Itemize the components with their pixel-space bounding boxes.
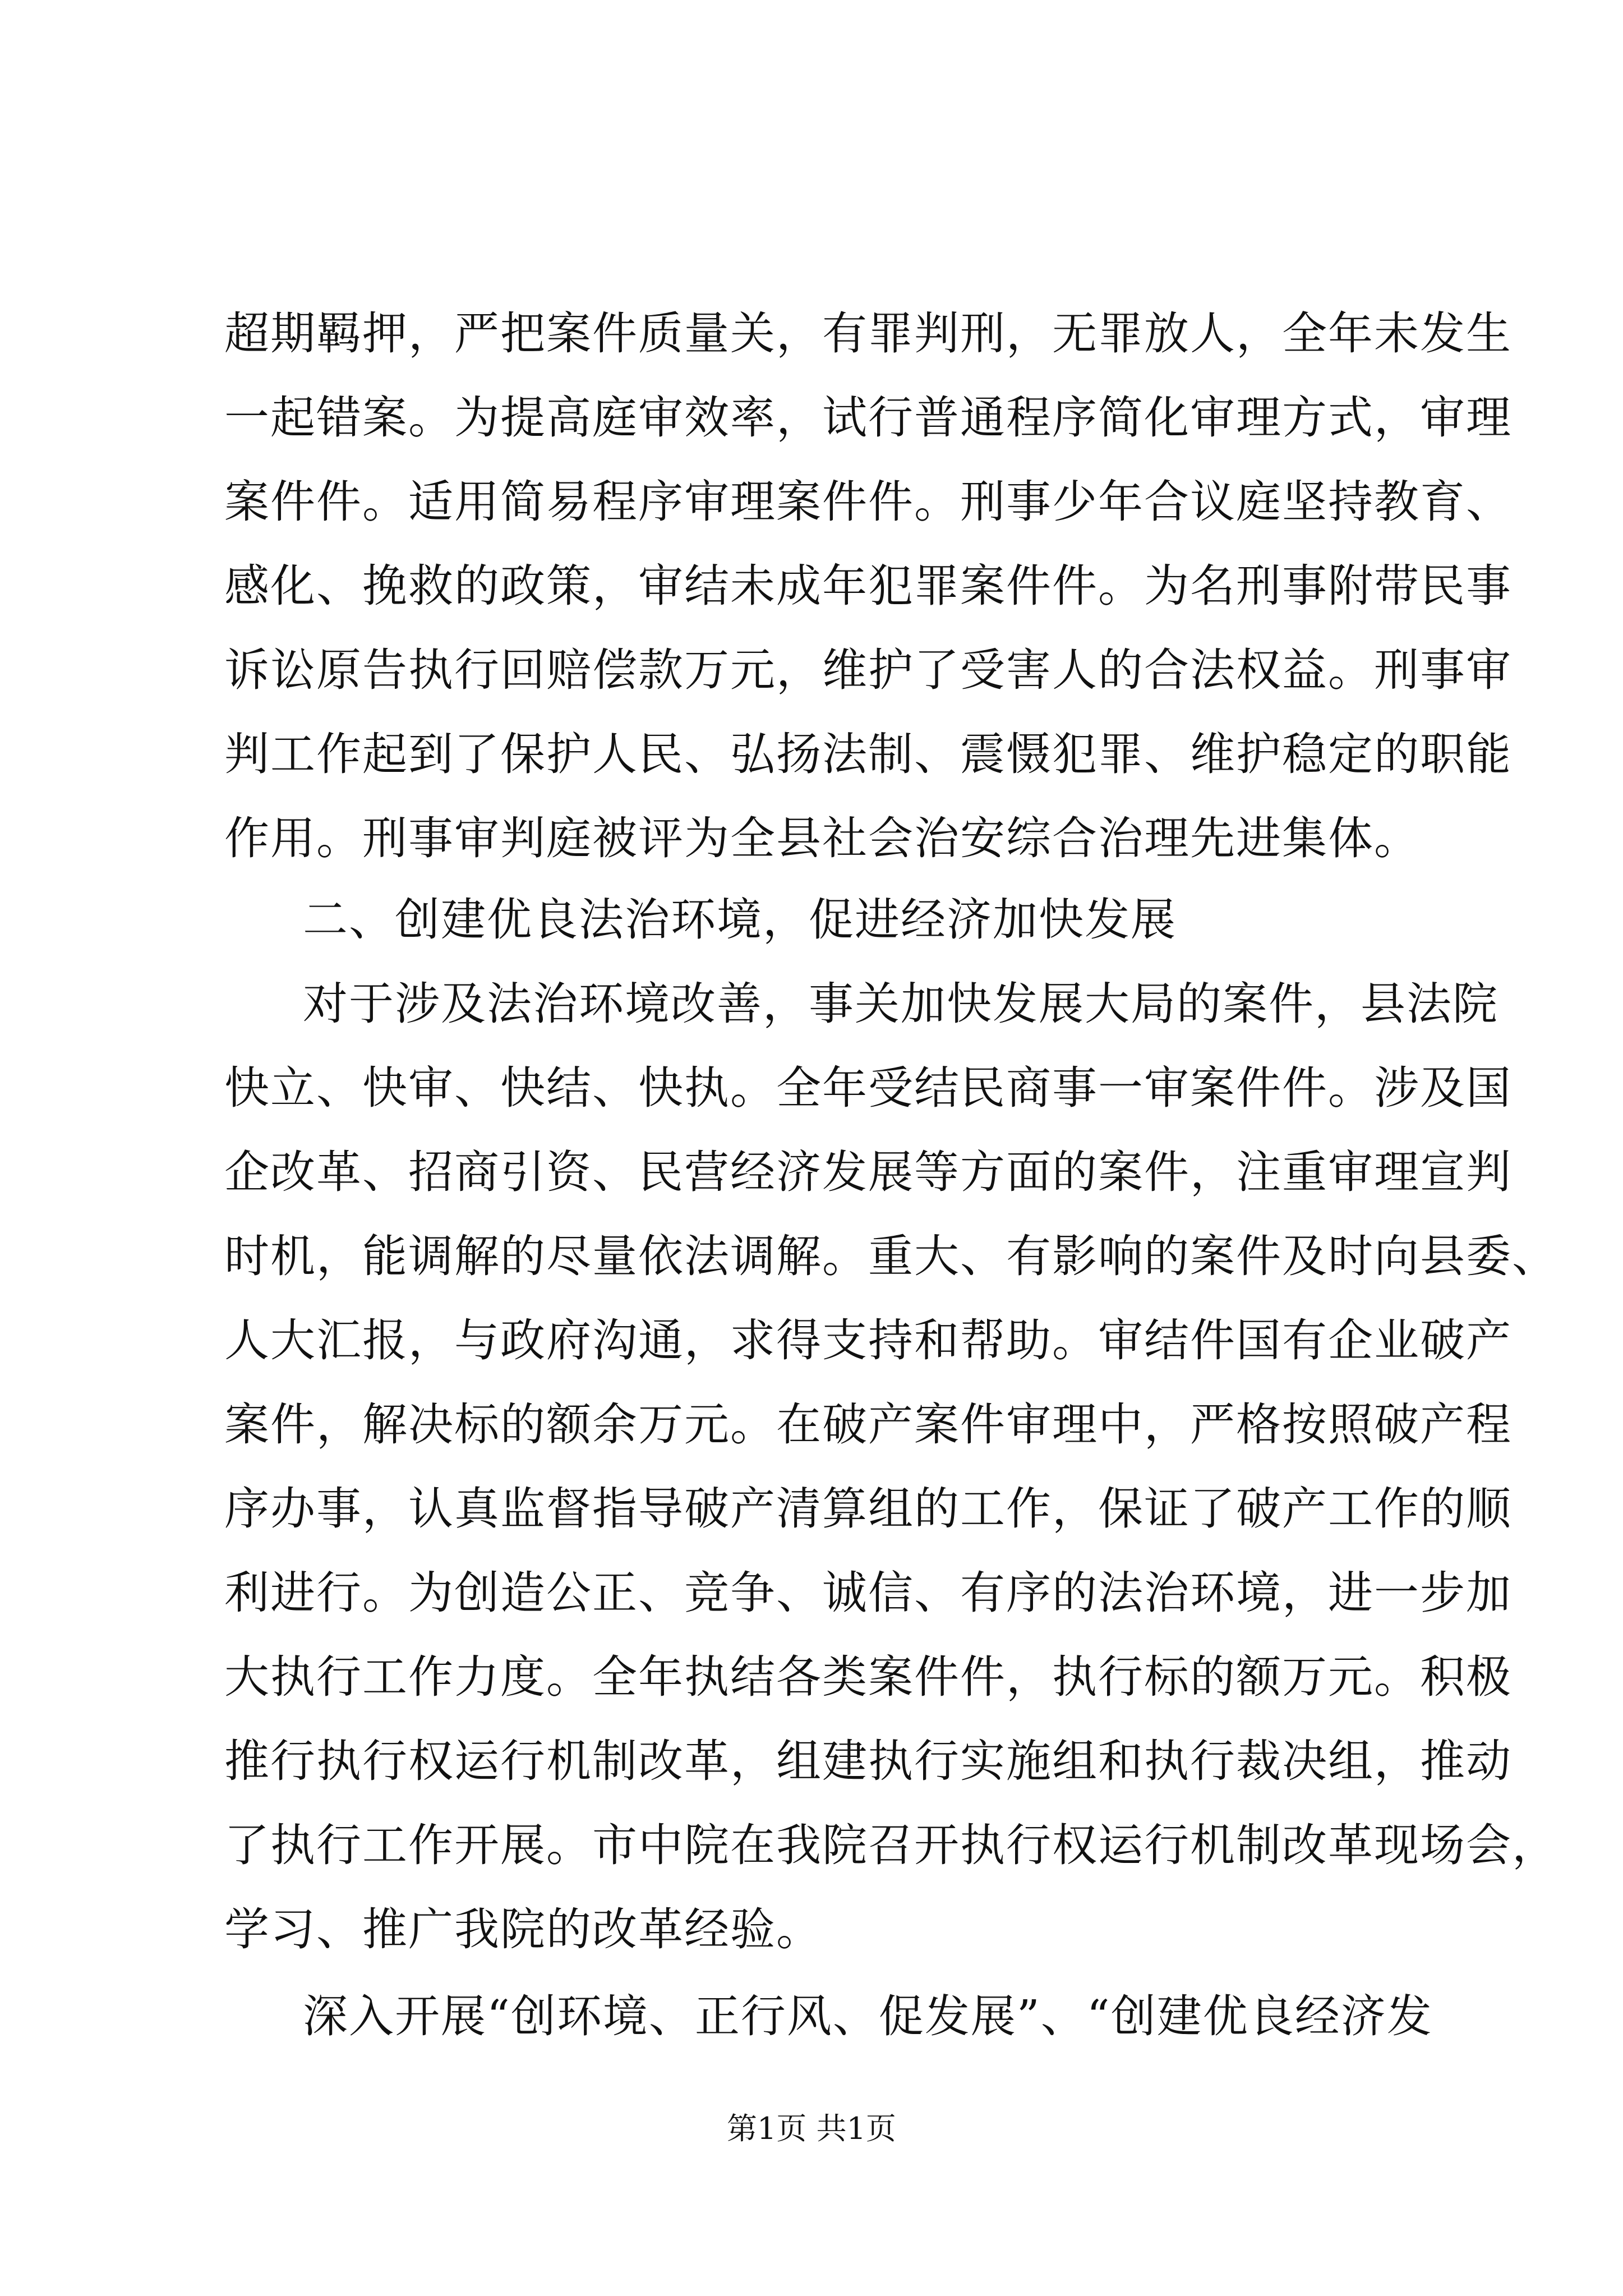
text-line: 感化、挽救的政策，审结未成年犯罪案件件。为名刑事附带民事 bbox=[224, 560, 1512, 612]
text-line: 时机，能调解的尽量依法调解。重大、有影响的案件及时向县委、 bbox=[224, 1230, 1558, 1282]
text-line: 大执行工作力度。全年执结各类案件件，执行标的额万元。积极 bbox=[224, 1651, 1512, 1703]
text-line: 利进行。为创造公正、竞争、诚信、有序的法治环境，进一步加 bbox=[224, 1567, 1512, 1619]
section-heading: 二、创建优良法治环境，促进经济加快发展 bbox=[303, 894, 1177, 946]
text-line: 诉讼原告执行回赔偿款万元，维护了受害人的合法权益。刑事审 bbox=[224, 644, 1512, 696]
paragraph-start: 深入开展“创环境、正行风、促发展”、“创建优良经济发 bbox=[303, 1990, 1433, 2042]
text-line: 序办事，认真监督指导破产清算组的工作，保证了破产工作的顺 bbox=[224, 1483, 1512, 1535]
text-line: 一起错案。为提高庭审效率，试行普通程序简化审理方式，审理 bbox=[224, 392, 1512, 444]
text-line: 了执行工作开展。市中院在我院召开执行权运行机制改革现场会， bbox=[224, 1819, 1558, 1871]
text-line: 案件件。适用简易程序审理案件件。刑事少年合议庭坚持教育、 bbox=[224, 476, 1512, 528]
paragraph-start: 对于涉及法治环境改善，事关加快发展大局的案件，县法院 bbox=[303, 978, 1498, 1030]
text-line: 快立、快审、快结、快执。全年受结民商事一审案件件。涉及国 bbox=[224, 1062, 1512, 1114]
page-footer: 第1页 共1页 bbox=[727, 2111, 896, 2146]
text-line: 作用。刑事审判庭被评为全县社会治安综合治理先进集体。 bbox=[224, 812, 1420, 864]
text-line: 学习、推广我院的改革经验。 bbox=[224, 1903, 822, 1955]
text-line: 判工作起到了保护人民、弘扬法制、震慑犯罪、维护稳定的职能 bbox=[224, 728, 1512, 780]
text-line: 企改革、招商引资、民营经济发展等方面的案件，注重审理宣判 bbox=[224, 1146, 1512, 1198]
text-line: 推行执行权运行机制改革，组建执行实施组和执行裁决组，推动 bbox=[224, 1735, 1512, 1787]
text-line: 案件，解决标的额余万元。在破产案件审理中，严格按照破产程 bbox=[224, 1398, 1512, 1451]
text-line: 人大汇报，与政府沟通，求得支持和帮助。审结件国有企业破产 bbox=[224, 1314, 1512, 1366]
text-line: 超期羁押，严把案件质量关，有罪判刑，无罪放人，全年未发生 bbox=[224, 307, 1512, 360]
